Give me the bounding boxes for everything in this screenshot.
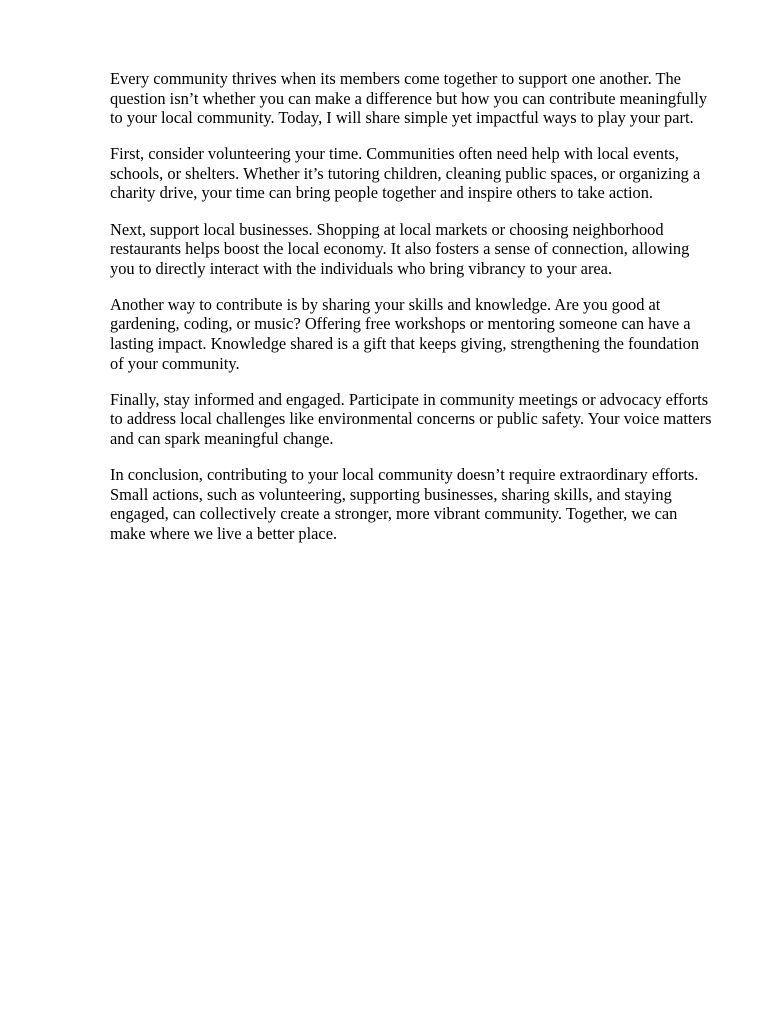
document-body xyxy=(110,69,714,560)
paragraph-volunteering: First, consider volunteering your time. Communities often need help with local events, schools, or shelters. Whether it’s tutoring children, cleaning public spaces, or organizing a charity drive, your time can bring people together and inspire others to take action. xyxy=(110,144,701,203)
paragraph-skills-knowledge: Another way to contribute is by sharing your skills and knowledge. Are you good at gardening, coding, or music? Offering free workshops or mentoring someone can have a lasting impact. Knowledge shared is a gift that keeps giving, strengthening the foundation of your community. xyxy=(110,294,700,373)
paragraph-intro: Every community thrives when its members come together to support one another. The question isn’t whether you can make a difference but how you can contribute meaningfully to your local community. Today, I will share simple yet impactful ways to play your part. xyxy=(110,69,708,128)
paragraph-stay-informed: Finally, stay informed and engaged. Participate in community meetings or advocacy efforts to address local challenges like environmental concerns or public safety. Your voice matters and can spark meaningful change. xyxy=(110,389,712,448)
paragraph-conclusion: In conclusion, contributing to your local community doesn’t require extraordinary efforts. Small actions, such as volunteering, supporting businesses, sharing skills, and staying engaged, can collectively create a stronger, more vibrant community. Together, we can make where we live a better place. xyxy=(110,465,699,543)
paragraph-local-businesses: Next, support local businesses. Shopping at local markets or choosing neighborhood restaurants helps boost the local economy. It also fosters a sense of connection, allowing you to directly interact with the individuals who bring vibrancy to your area. xyxy=(110,219,690,278)
